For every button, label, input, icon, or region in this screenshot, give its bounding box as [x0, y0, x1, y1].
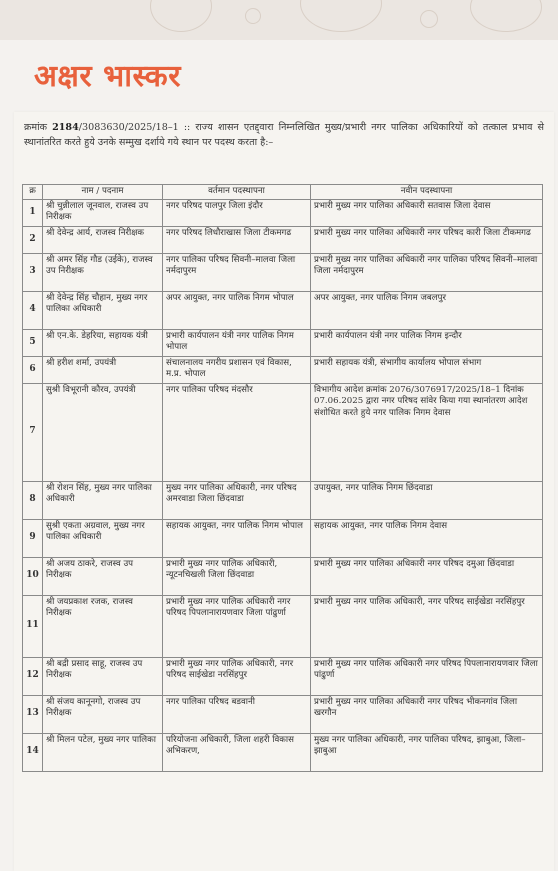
cell-current: अपर आयुक्त, नगर पालिक निगम भोपाल: [163, 291, 311, 329]
header-pattern-band: [0, 0, 558, 40]
cell-current: परियोजना अधिकारी, जिला शहरी विकास अभिकरण,: [163, 733, 311, 771]
cell-sno: 8: [23, 481, 43, 519]
cell-new: प्रभारी मुख्य नगर पालिका अधिकारी नगर परिषद भीकनगांव जिला खरगौन: [311, 695, 543, 733]
table-row: [23, 329, 543, 356]
cell-name: श्री देवेन्द्र सिंह चौहान, मुख्य नगर पालिका अधिकारी: [43, 291, 163, 329]
table-row: [23, 253, 543, 291]
cell-new: प्रभारी मुख्य नगर पालिका अधिकारी नगर परिषद कारी जिला टीकमगढ: [311, 226, 543, 253]
header-current-posting: वर्तमान पदस्थापना: [163, 185, 311, 200]
cell-current: संचालनालय नगरीय प्रशासन एवं विकास, म.प्र. भोपाल: [163, 356, 311, 383]
table-row: [23, 595, 543, 657]
table-row: [23, 657, 543, 695]
cell-name: श्री देवेन्द्र आर्य, राजस्व निरीक्षक: [43, 226, 163, 253]
header-new-posting: नवीन पदस्थापना: [311, 185, 543, 200]
cell-sno: 12: [23, 657, 43, 695]
cell-current: नगर पालिका परिषद बडवानी: [163, 695, 311, 733]
cell-new: सहायक आयुक्त, नगर पालिक निगम देवास: [311, 519, 543, 557]
transfer-table: [22, 184, 543, 772]
cell-current: मुख्य नगर पालिका अधिकारी, नगर परिषद अमरवाडा जिला छिंदवाडा: [163, 481, 311, 519]
transfer-order-document: [14, 112, 554, 871]
header-sno: क्र: [23, 185, 43, 200]
cell-new: विभागीय आदेश क्रमांक 2076/3076917/2025/18–1 दिनांक 07.06.2025 द्वारा नगर परिषद सांवेर किया गया स्थानांतरण आदेश संशोधित करते हुये नगर पालिक निगम देवास: [311, 383, 543, 481]
cell-new: प्रभारी कार्यपालन यंत्री नगर पालिक निगम इन्दौर: [311, 329, 543, 356]
table-header-row: [23, 185, 543, 200]
cell-sno: 5: [23, 329, 43, 356]
table-row: [23, 481, 543, 519]
cell-sno: 4: [23, 291, 43, 329]
cell-name: श्री अजय ठाकरे, राजस्व उप निरीक्षक: [43, 557, 163, 595]
table-row: [23, 226, 543, 253]
table-row: [23, 199, 543, 226]
order-intro: [24, 120, 544, 150]
decorative-circle: [420, 10, 438, 28]
cell-name: श्री बद्री प्रसाद साहू, राजस्व उप निरीक्षक: [43, 657, 163, 695]
order-prefix: क्रमांक: [24, 122, 47, 133]
cell-name: श्री संजय कानूनगो, राजस्व उप निरीक्षक: [43, 695, 163, 733]
decorative-circle: [300, 0, 382, 32]
order-text: /3083630/2025/18–1 :: राज्य शासन एतद्द्वारा निम्नलिखित मुख्य/प्रभारी नगर पालिका अधिकारियों को तत्काल प्रभाव से स्थानांतरित करते हुये उनके सम्मुख दर्शाये गये स्थान पर पदस्थ करता है:–: [24, 122, 544, 148]
cell-current: नगर परिषद लिधौराखास जिला टीकमगढ: [163, 226, 311, 253]
cell-new: प्रभारी मुख्य नगर पालिका अधिकारी सतवास जिला देवास: [311, 199, 543, 226]
cell-current: प्रभारी मुख्य नगर पालिक अधिकारी, न्यूटनचिखली जिला छिंदवाडा: [163, 557, 311, 595]
cell-current: नगर पालिका परिषद सिवनी–मालवा जिला नर्मदापुरम: [163, 253, 311, 291]
table-row: [23, 519, 543, 557]
cell-new: मुख्य नगर पालिका अधिकारी, नगर पालिका परिषद, झाबुआ, जिला–झाबुआ: [311, 733, 543, 771]
cell-name: श्री जयप्रकाश रजक, राजस्व निरीक्षक: [43, 595, 163, 657]
cell-current: प्रभारी कार्यपालन यंत्री नगर पालिक निगम भोपाल: [163, 329, 311, 356]
cell-current: सहायक आयुक्त, नगर पालिक निगम भोपाल: [163, 519, 311, 557]
table-row: [23, 291, 543, 329]
cell-name: सुश्री विभूरानी कौरव, उपयंत्री: [43, 383, 163, 481]
cell-sno: 1: [23, 199, 43, 226]
decorative-circle: [150, 0, 212, 32]
cell-new: प्रभारी मुख्य नगर पालिका अधिकारी नगर पालिका परिषद सिवनी–मालवा जिला नर्मदापुरम: [311, 253, 543, 291]
cell-new: प्रभारी मुख्य नगर पालिक अधिकारी, नगर परिषद साईखेडा नरसिंहपुर: [311, 595, 543, 657]
cell-new: उपायुक्त, नगर पालिक निगम छिंदवाडा: [311, 481, 543, 519]
cell-new: प्रभारी मुख्य नगर पालिक अधिकारी नगर परिषद पिपलानारायणवार जिला पांढुर्णा: [311, 657, 543, 695]
table-row: [23, 383, 543, 481]
cell-name: श्री रोशन सिंह, मुख्य नगर पालिका अधिकारी: [43, 481, 163, 519]
cell-new: अपर आयुक्त, नगर पालिक निगम जबलपुर: [311, 291, 543, 329]
newspaper-title: अक्षर भास्कर: [34, 59, 181, 94]
cell-name: श्री एन.के. डेहरिया, सहायक यंत्री: [43, 329, 163, 356]
table-row: [23, 733, 543, 771]
decorative-circle: [245, 8, 261, 24]
table-row: [23, 557, 543, 595]
cell-name: सुश्री एकता अग्रवाल, मुख्य नगर पालिका अधिकारी: [43, 519, 163, 557]
cell-sno: 2: [23, 226, 43, 253]
cell-sno: 13: [23, 695, 43, 733]
cell-sno: 14: [23, 733, 43, 771]
cell-current: नगर परिषद पालपुर जिला इंदौर: [163, 199, 311, 226]
cell-sno: 10: [23, 557, 43, 595]
cell-name: श्री अमर सिंह गौड (उईके), राजस्व उप निरीक्षक: [43, 253, 163, 291]
cell-name: श्री हरीश शर्मा, उपयंत्री: [43, 356, 163, 383]
cell-new: प्रभारी सहायक यंत्री, संभागीय कार्यालय भोपाल संभाग: [311, 356, 543, 383]
order-number: 2184: [52, 122, 79, 133]
cell-sno: 7: [23, 383, 43, 481]
cell-name: श्री चुन्नीलाल जूनवाल, राजस्व उप निरीक्षक: [43, 199, 163, 226]
cell-name: श्री मिलन पटेल, मुख्य नगर पालिका: [43, 733, 163, 771]
cell-sno: 11: [23, 595, 43, 657]
cell-sno: 3: [23, 253, 43, 291]
cell-new: प्रभारी मुख्य नगर पालिका अधिकारी नगर परिषद दमुआ छिंदवाडा: [311, 557, 543, 595]
cell-sno: 9: [23, 519, 43, 557]
table-row: [23, 356, 543, 383]
decorative-circle: [470, 0, 542, 32]
cell-current: प्रभारी मुख्य नगर पालिक अधिकारी नगर परिषद पिपलानारायणवार जिला पांढुर्णा: [163, 595, 311, 657]
header-name: नाम / पदनाम: [43, 185, 163, 200]
cell-sno: 6: [23, 356, 43, 383]
table-row: [23, 695, 543, 733]
cell-current: प्रभारी मुख्य नगर पालिक अधिकारी, नगर परिषद साईखेडा नरसिंहपुर: [163, 657, 311, 695]
cell-current: नगर पालिका परिषद मंदसौर: [163, 383, 311, 481]
